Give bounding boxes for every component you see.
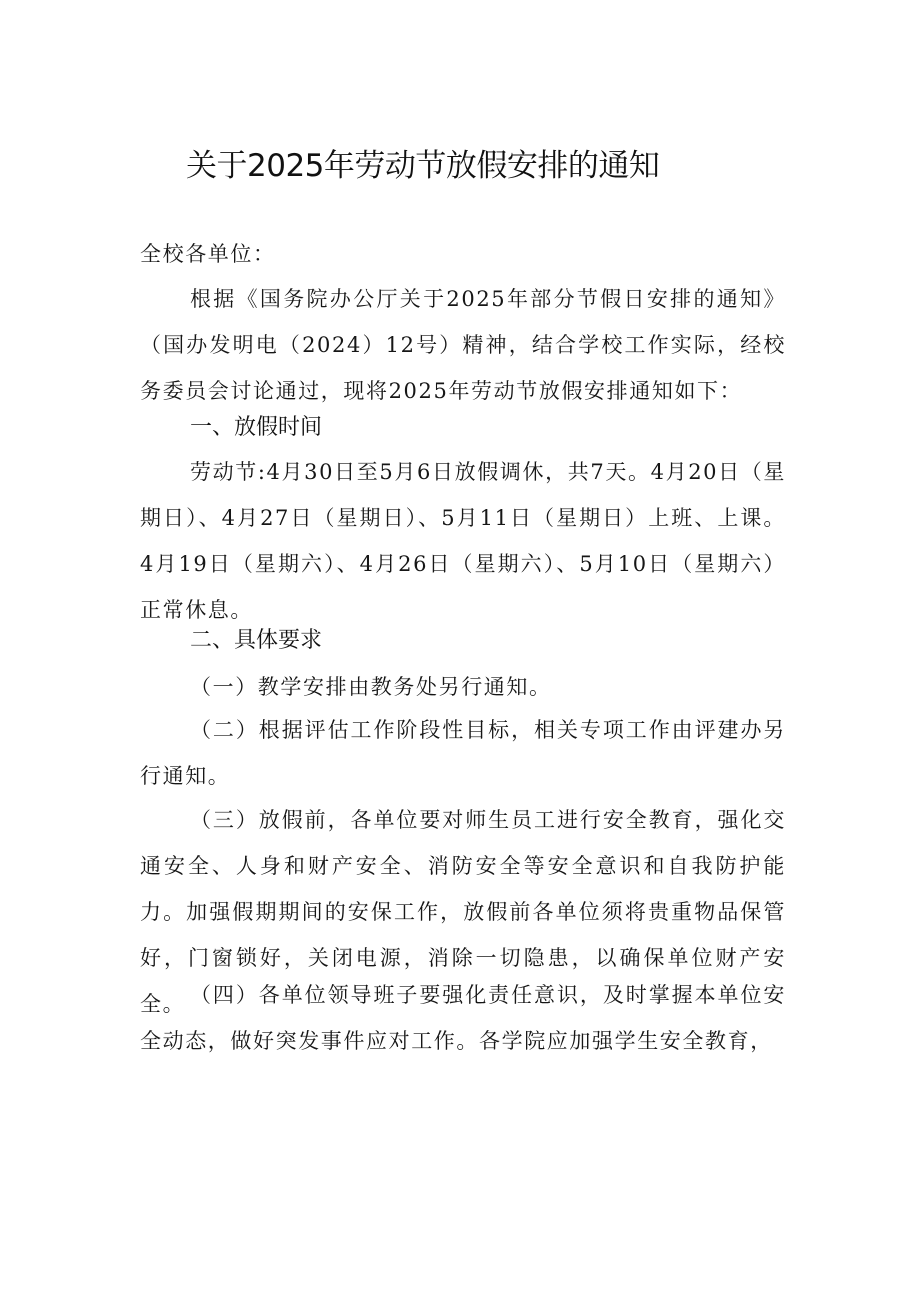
document-title: 关于2025年劳动节放假安排的通知 [186,148,660,184]
section-heading-holiday-time: 一、放假时间 [190,415,323,440]
requirement-item-4: （四）各单位领导班子要强化责任意识，及时掌握本单位安全动态，做好突发事件应对工作。各学院应加强学生安全教育， [140,983,786,1053]
holiday-time-paragraph: 劳动节:4月30日至5月6日放假调休，共7天。4月20日（星期日）、4月27日（星期日）、5月11日（星期日）上班、上课。4月19日（星期六）、4月26日（星期六）、5月10日（星期六）正常休息。 [140,460,786,622]
requirement-item-3: （三）放假前，各单位要对师生员工进行安全教育，强化交通安全、人身和财产安全、消防安全等安全意识和自我防护能力。加强假期期间的安保工作，放假前各单位须将贵重物品保管好，门窗锁好，关闭电源，消除一切隐患，以确保单位财产安全。 [140,808,786,1016]
intro-paragraph: 根据《国务院办公厅关于2025年部分节假日安排的通知》（国办发明电（2024）12号）精神，结合学校工作实际，经校务委员会讨论通过，现将2025年劳动节放假安排通知如下： [140,287,786,403]
salutation: 全校各单位： [140,242,276,266]
requirement-item-1: （一）教学安排由教务处另行通知。 [190,675,552,699]
section-heading-requirements: 二、具体要求 [190,628,323,653]
requirement-item-2: （二）根据评估工作阶段性目标，相关专项工作由评建办另行通知。 [140,718,786,788]
